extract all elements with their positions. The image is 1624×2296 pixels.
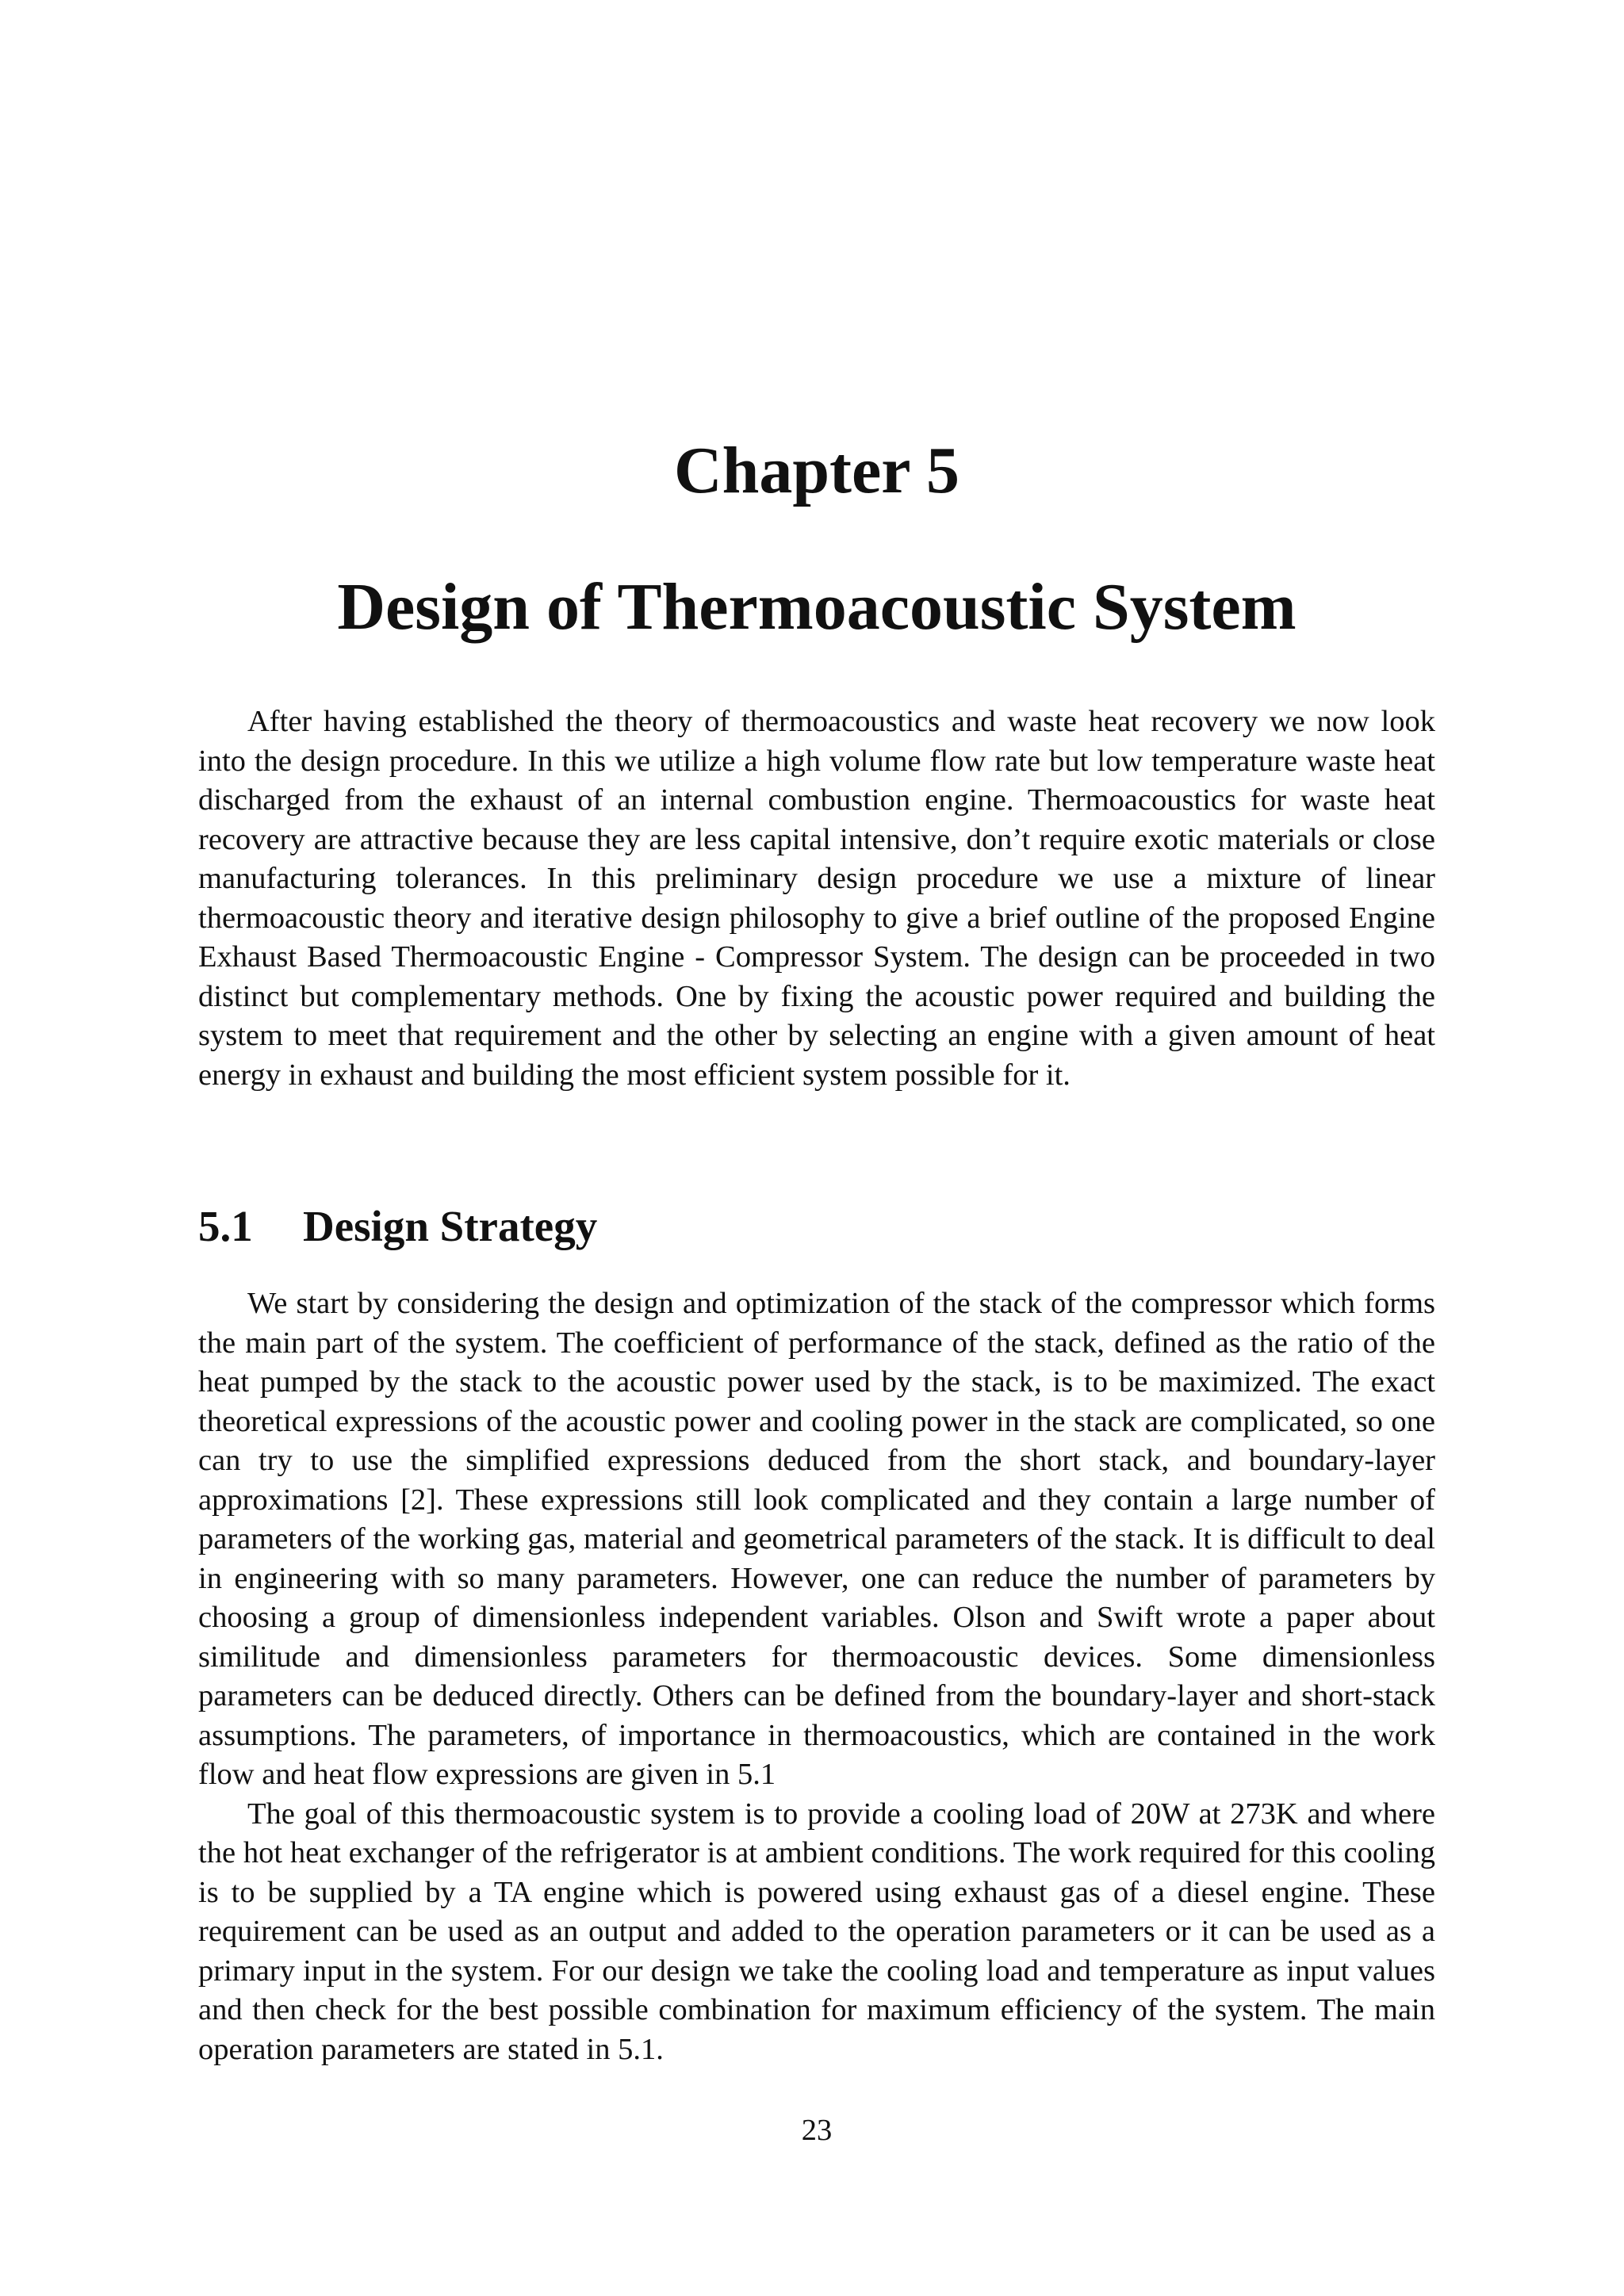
- section-heading: [198, 1199, 1435, 1254]
- section-body: [198, 1284, 1435, 2069]
- chapter-title: Design of Thermoacoustic System: [337, 570, 1297, 645]
- chapter-number: Chapter 5: [673, 434, 960, 508]
- intro-paragraph: After having established the theory of thermoacoustics and waste heat recovery we now look into the design procedure. In this we utilize a high volume flow rate but low temperature waste heat discharged from the exhaust of an internal combustion engine. Thermoacoustics for waste heat recovery are attractive because they are less capital intensive, don’t require exotic materials or close manufacturing tolerances. In this preliminary design procedure we use a mixture of linear thermoacoustic theory and iterative design philosophy to give a brief outline of the proposed Engine Exhaust Based Thermoacoustic Engine - Compressor System. The design can be proceeded in two distinct but complementary methods. One by fixing the acoustic power required and building the system to meet that requirement and the other by selecting an engine with a given amount of heat energy in exhaust and building the most efficient system possible for it.: [198, 705, 1435, 1092]
- intro-section: [198, 702, 1435, 1095]
- page-number: 23: [801, 2114, 833, 2147]
- body-paragraph: The goal of this thermoacoustic system is to provide a cooling load of 20W at 273K and where the hot heat exchanger of the refrigerator is at ambient conditions. The work required for this cooling is to be supplied by a TA engine which is powered using exhaust gas of a diesel engine. These requirement can be used as an output and added to the operation parameters or it can be used as a primary input in the system. For our design we take the cooling load and temperature as input values and then check for the best possible combination for maximum efficiency of the system. The main operation parameters are stated in 5.1.: [198, 1797, 1435, 2066]
- body-paragraph: We start by considering the design and optimization of the stack of the compressor which forms the main part of the system. The coefficient of performance of the stack, defined as the ratio of the heat pumped by the stack to the acoustic power used by the stack, is to be maximized. The exact theoretical expressions of the acoustic power and cooling power in the stack are complicated, so one can try to use the simplified expressions deduced from the short stack, and boundary-layer approximations [2]. These expressions still look complicated and they contain a large number of parameters of the working gas, material and geometrical parameters of the stack. It is difficult to deal in engineering with so many parameters. However, one can reduce the number of parameters by choosing a group of dimensionless independent variables. Olson and Swift wrote a paper about similitude and dimensionless parameters for thermoacoustic devices. Some dimensionless parameters can be deduced directly. Others can be defined from the boundary-layer and short-stack assumptions. The parameters, of importance in thermoacoustics, which are contained in the work flow and heat flow expressions are given in 5.1: [198, 1287, 1435, 1791]
- section-number: 5.1: [198, 1202, 253, 1250]
- document-page: [198, 0, 1435, 2296]
- section-title: Design Strategy: [303, 1202, 598, 1250]
